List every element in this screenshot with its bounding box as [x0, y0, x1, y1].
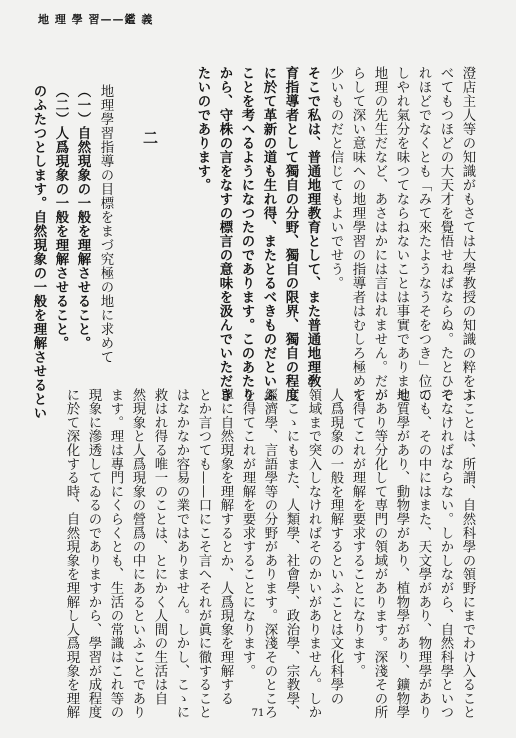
text-line: ます。理は專門にくらくとも、生活の常識はこれ等の [108, 388, 123, 720]
text-line: 澄店主人等の知識がもさては大學教授の知識の粹をす [460, 66, 475, 402]
page-number: 71 [251, 708, 265, 719]
text-line: 現象に滲透してゐるのでありますから、學習が成程度 [86, 388, 101, 720]
text-line: べてもつほどの大天才を覺悟せねばならぬ。たとひそ [438, 66, 453, 402]
text-line: ても、その中にはまた、天文學があり、物理學があり [416, 388, 431, 720]
text-line: しやれ氣分を味つてならねないことは事實でありませ [394, 66, 409, 402]
text-line: 經濟學、言語學等の分野があります。深淺そのところ [262, 388, 277, 720]
text-line: があり等分化して専門の領域があります。深淺その所 [372, 388, 387, 720]
text-line: 地理學習指導の目標をまづ究極の地に求めて [98, 84, 113, 364]
text-line: たいのであります。 [195, 66, 211, 192]
text-line: はなかなか容易の業ではありません。しかし、こゝに [174, 388, 189, 720]
text-line: らして深い意味への地理學習の指導者はむしろ極めて [350, 66, 365, 402]
text-line: （二）人爲現象の一般を理解させること。 [53, 84, 69, 350]
text-line: でなければならない。しかしながら、自然科學といつ [438, 388, 453, 720]
text-line: 人爲現象の一般を理解するといふことは文化科學の [328, 388, 343, 706]
text-line: 地理の先生だなど、あさはかには言はれません。だか [372, 66, 387, 402]
text-line: 單に自然現象を理解するとか、人爲現象を理解する [218, 388, 233, 706]
text-line: に於て革新の道も生れ得、またとるべきものだといふ [261, 66, 277, 402]
text-line: を得てこれが理解を要求することになります。 [240, 388, 255, 678]
text-line: に於て深化する時、自然現象を理解し人爲現象を理解 [64, 388, 79, 720]
text-line: （一）自然現象の一般を理解させること。 [75, 84, 91, 350]
text-line: 救はれ得る唯一のことは、とにかく人間の生活は自 [152, 388, 167, 706]
top-text-block-2 [28, 84, 116, 420]
text-line: ふことは、所謂、自然科學の領野にまでわけ入ること [460, 388, 475, 720]
text-line: とか言つても——口にこそ言へそれが眞に徹すること [196, 388, 211, 720]
text-line: 地質學があり、動物學があり、植物學があり、鑛物學 [394, 388, 409, 720]
section-heading: 二 [141, 130, 159, 145]
text-line: を得てこれが理解を要求することになります。 [350, 388, 365, 678]
text-line: しこゝにもまた、人類學、社會學、政治學、宗教學、 [284, 388, 299, 720]
running-head: 地 理 學 習——鑑 義 [38, 13, 154, 26]
text-line: 領域まで突入しなければそのかいがありません。しか [306, 388, 321, 720]
text-line: 然現象と人爲現象の營爲の中にあるといふことであり [130, 388, 145, 720]
text-line: 少いものだと信じてもよいでせう。 [328, 66, 343, 290]
top-text-block [192, 66, 478, 402]
text-line: から、守株の言をなすの標言の意味を汲んでいただき [217, 66, 233, 402]
text-line: れほどでなくとも「みて來たようなうそをつき」位の [416, 66, 431, 402]
text-line: 育指導者として獨自の分野、獨自の限界、獨自の程度 [283, 66, 299, 402]
text-line: ことを考へるようになつたのであります。このあたり [239, 66, 255, 402]
text-line: のふたつとします。自然現象の一般を理解させるとい [31, 84, 47, 420]
text-line: そこで私は、普通地理教育として、また普通地理敎 [305, 66, 321, 388]
